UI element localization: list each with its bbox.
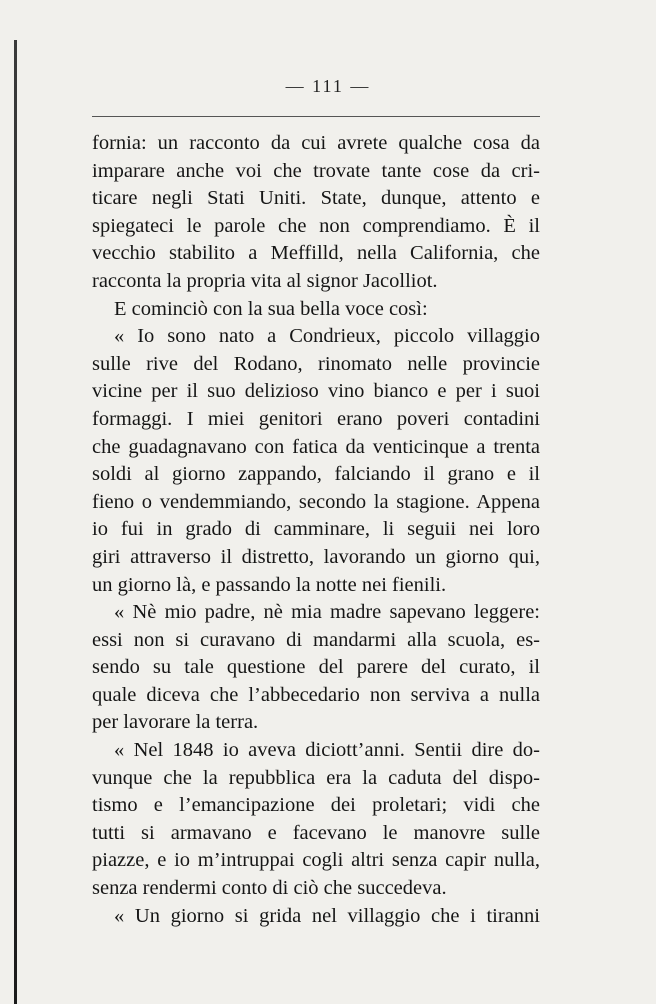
text-line: piazze, e io m’intruppai cogli altri senza capir nulla, [92,849,540,872]
text-line: « Nel 1848 io aveva diciott’anni. Sentii dire do- [114,739,540,762]
header-rule [92,116,540,117]
page-binding-edge [14,40,17,1004]
text-line: « Un giorno si grida nel villaggio che i tiranni [114,904,540,927]
text-line: soldi al giorno zappando, falciando il grano e il [92,463,540,486]
text-line: un giorno là, e passando la notte nei fienili. [92,573,447,596]
text-line: fieno o vendemmiando, secondo la stagione. Appena [92,490,540,513]
text-line: sulle rive del Rodano, rinomato nelle provincie [92,352,540,375]
text-line: racconta la propria vita al signor Jacolliot. [92,269,438,292]
text-line: « Nè mio padre, nè mia madre sapevano leggere: [114,601,540,624]
body-text [92,130,540,930]
text-line: vicine per il suo delizioso vino bianco e per i suoi [92,380,540,403]
text-line: E cominciò con la sua bella voce così: [114,297,428,320]
text-line: per lavorare la terra. [92,711,259,734]
text-line: fornia: un racconto da cui avrete qualche cosa da [92,132,540,154]
text-line: imparare anche voi che trovate tante cose da cri- [92,159,540,182]
text-line: ticare negli Stati Uniti. State, dunque, attento e [92,187,540,210]
page-number-header: — 111 — [285,76,371,96]
text-line: spiegateci le parole che non comprendiamo. È il [92,214,540,237]
text-line: che guadagnavano con fatica da venticinque a trenta [92,435,540,458]
text-line: essi non si curavano di mandarmi alla scuola, es- [92,628,540,651]
text-line: senza rendermi conto di ciò che succedeva. [92,877,447,900]
text-line: giri attraverso il distretto, lavorando un giorno qui, [92,545,540,568]
text-line: tutti si armavano e facevano le manovre sulle [92,821,540,844]
text-line: « Io sono nato a Condrieux, piccolo villaggio [114,325,540,348]
text-line: quale diceva che l’abbecedario non serviva a nulla [92,683,540,706]
text-line: vecchio stabilito a Meffilld, nella California, che [92,242,540,265]
text-line: formaggi. I miei genitori erano poveri contadini [92,407,540,430]
text-line: vunque che la repubblica era la caduta del dispo- [92,766,540,789]
text-line: tismo e l’emancipazione dei proletari; vidi che [92,794,540,817]
text-line: sendo su tale questione del parere del curato, il [92,656,540,679]
text-line: io fui in grado di camminare, li seguii nei loro [92,518,540,541]
